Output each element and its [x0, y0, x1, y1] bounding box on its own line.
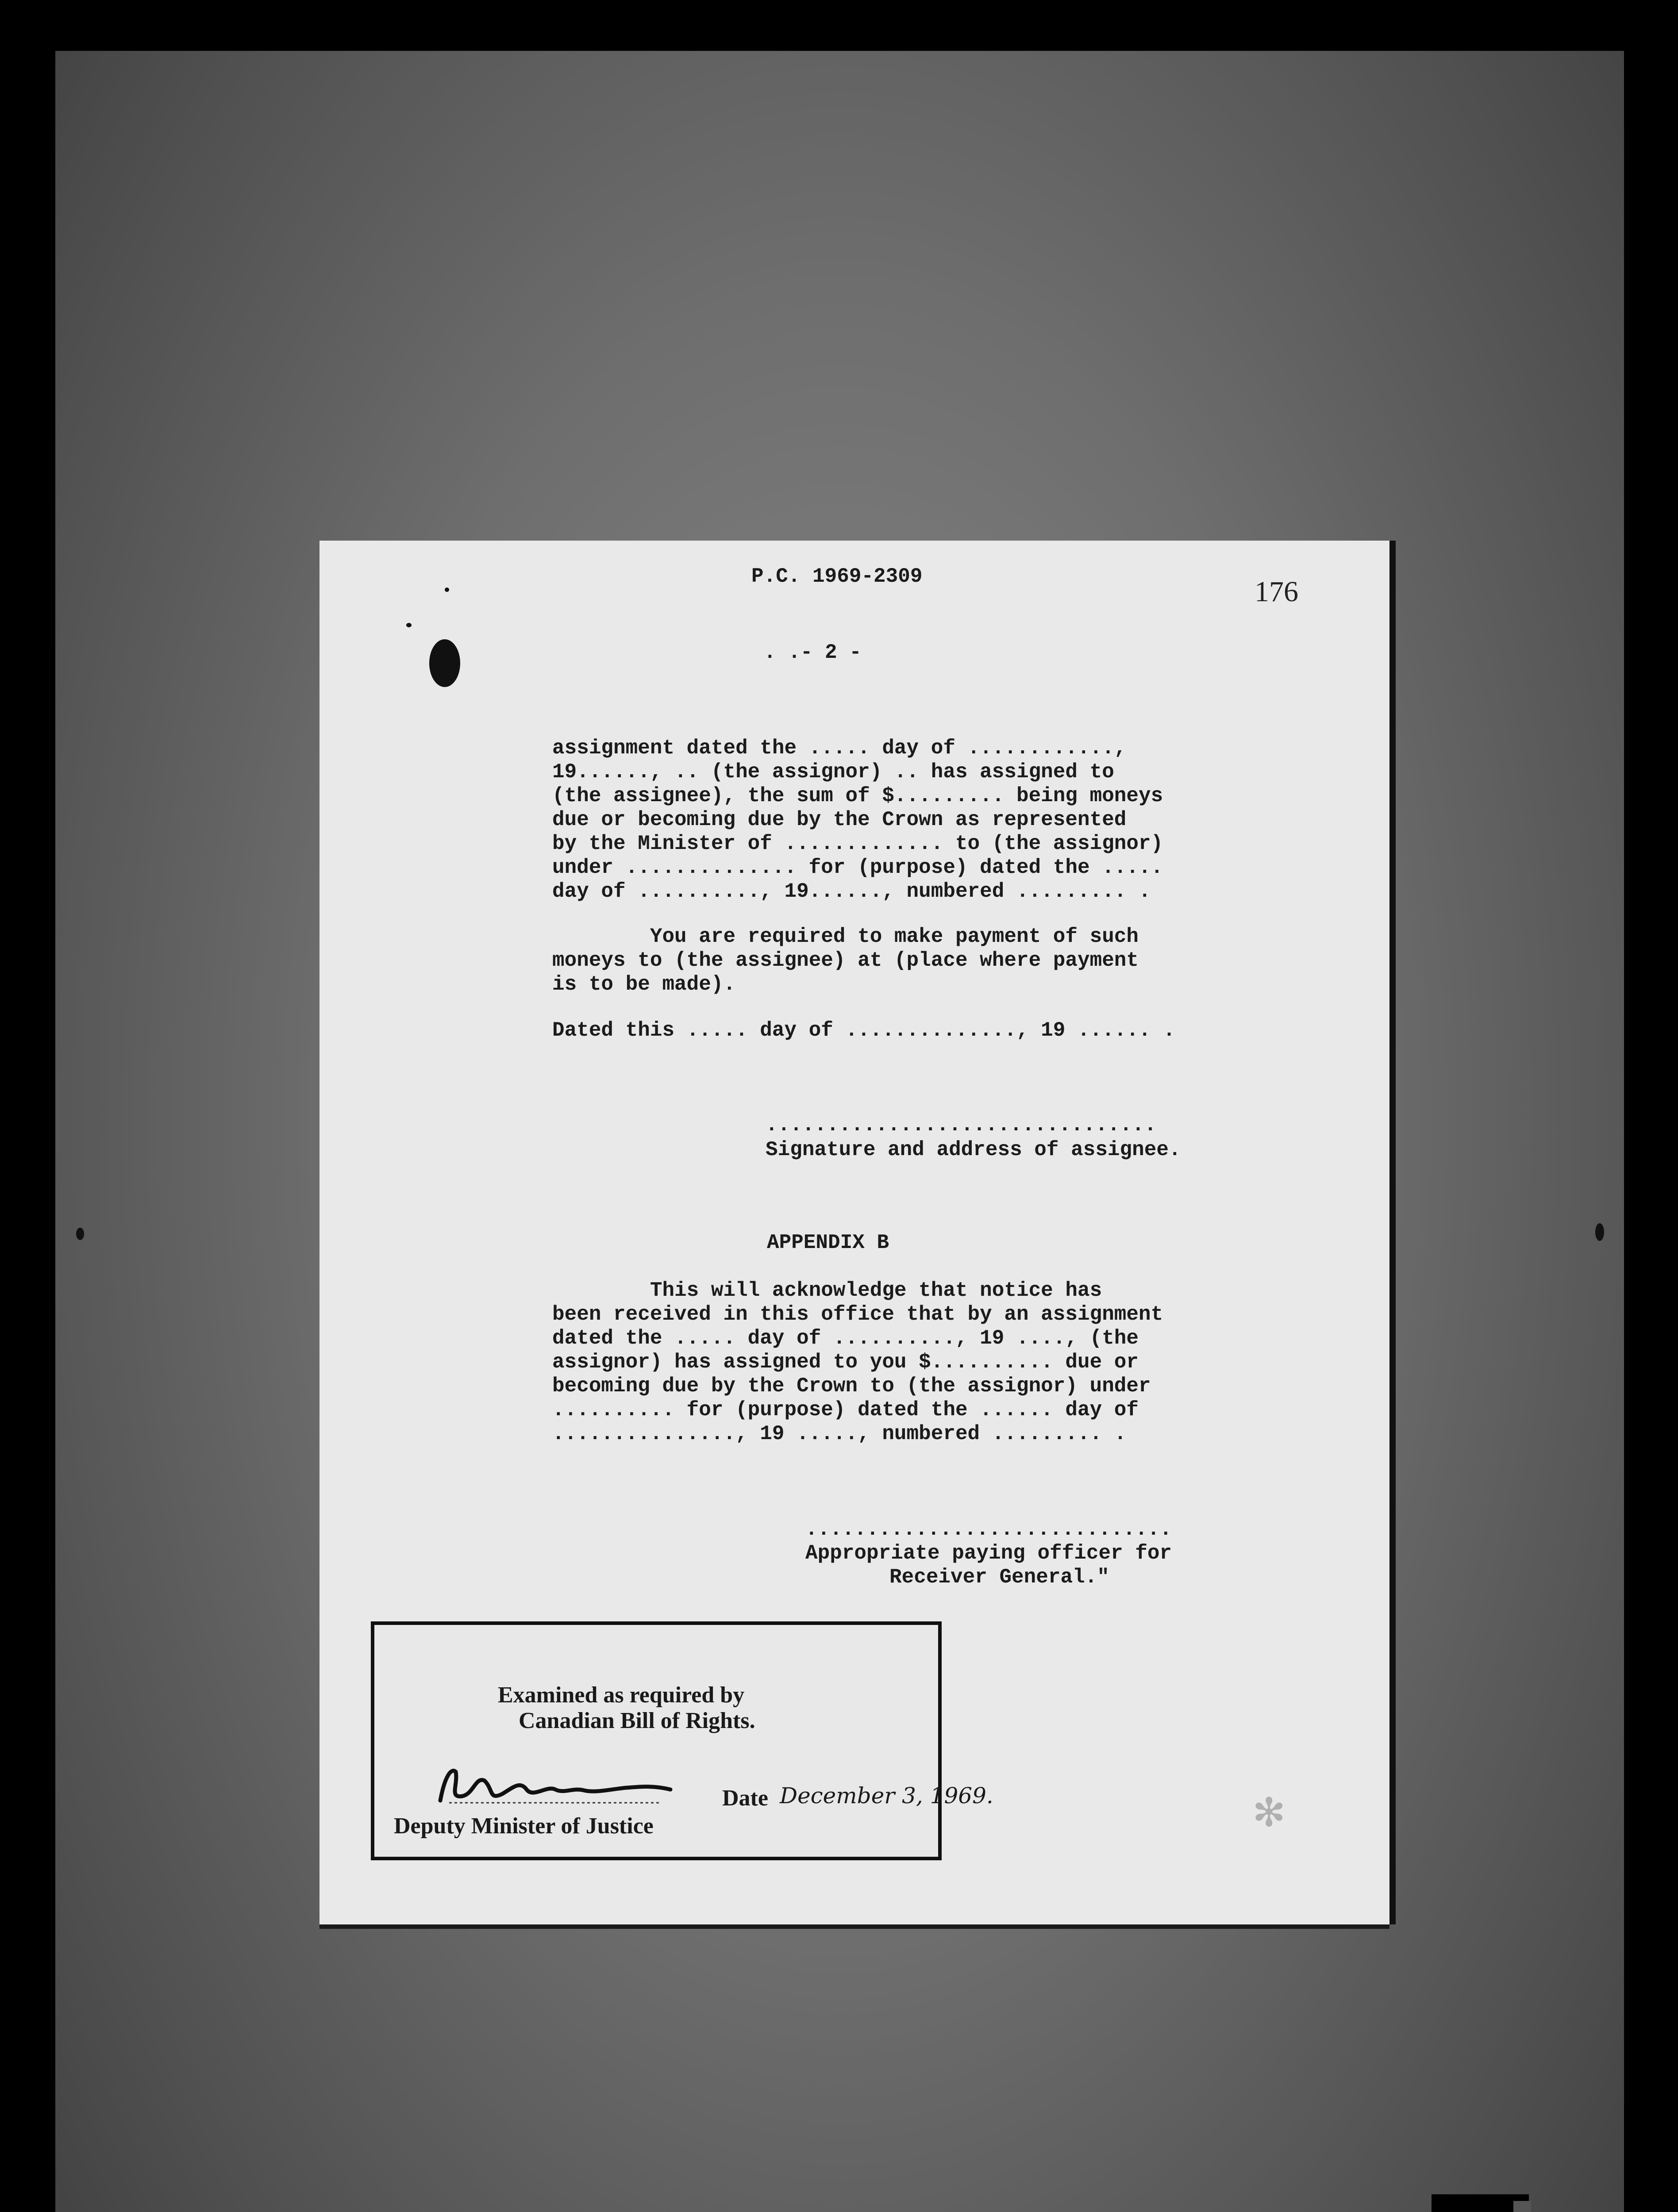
film-mark-right [1595, 1223, 1604, 1241]
text-line: This will acknowledge that notice has [552, 1279, 1102, 1302]
pc-number: P.C. 1969-2309 [751, 565, 923, 588]
appendix-title: APPENDIX B [767, 1231, 889, 1254]
page-marker: . .- 2 - [764, 641, 862, 664]
signature-label: Signature and address of assignee. [766, 1138, 1181, 1161]
handwritten-date: December 3, 1969. [780, 1783, 993, 1809]
text-line: .......... for (purpose) dated the ...... day of [552, 1398, 1139, 1421]
stamp-line-2: Canadian Bill of Rights. [519, 1708, 755, 1733]
punch-hole [429, 639, 460, 687]
film-mark-small [406, 623, 412, 627]
text-line: 19......, .. (the assignor) .. has assigned to [552, 760, 1114, 783]
officer-dots: .............................. [805, 1518, 1172, 1541]
text-line: becoming due by the Crown to (the assignor) under [552, 1375, 1151, 1398]
text-line: under .............. for (purpose) dated the ..... [552, 856, 1163, 879]
officer-label-1: Appropriate paying officer for [805, 1542, 1172, 1565]
text-line: day of .........., 19......, numbered ......... . [552, 880, 1151, 903]
text-line: moneys to (the assignee) at (place where payment [552, 949, 1139, 972]
stamped-page-number: 176 [1255, 576, 1298, 608]
text-line: dated the ..... day of .........., 19 ...., (the [552, 1327, 1139, 1350]
film-mark-left [76, 1228, 84, 1240]
text-line: You are required to make payment of such [552, 925, 1139, 948]
text-line: (the assignee), the sum of $......... being moneys [552, 784, 1163, 807]
text-line: assignment dated the ..... day of ............, [552, 737, 1127, 760]
signature-scribble [431, 1759, 697, 1812]
text-line: ..............., 19 ....., numbered ......... . [552, 1422, 1127, 1445]
asterisk-mark-icon: ✻ [1252, 1790, 1286, 1836]
text-line: by the Minister of ............. to (the assignor) [552, 832, 1163, 855]
stamp-line-1: Examined as required by [498, 1682, 745, 1708]
text-line: due or becoming due by the Crown as represented [552, 808, 1127, 831]
film-mark-top [445, 588, 449, 592]
officer-label-2: Receiver General." [889, 1566, 1109, 1589]
date-label: Date [722, 1786, 768, 1811]
dated-line: Dated this ..... day of .............., 19 ...... . [552, 1019, 1175, 1042]
signature-dots: ................................ [766, 1114, 1157, 1137]
text-line: is to be made). [552, 973, 736, 996]
text-line: been received in this office that by an assignment [552, 1303, 1163, 1326]
film-block-edge [1513, 2201, 1531, 2212]
text-line: assignor) has assigned to you $.......... due or [552, 1351, 1139, 1374]
signer-title: Deputy Minister of Justice [394, 1813, 654, 1839]
